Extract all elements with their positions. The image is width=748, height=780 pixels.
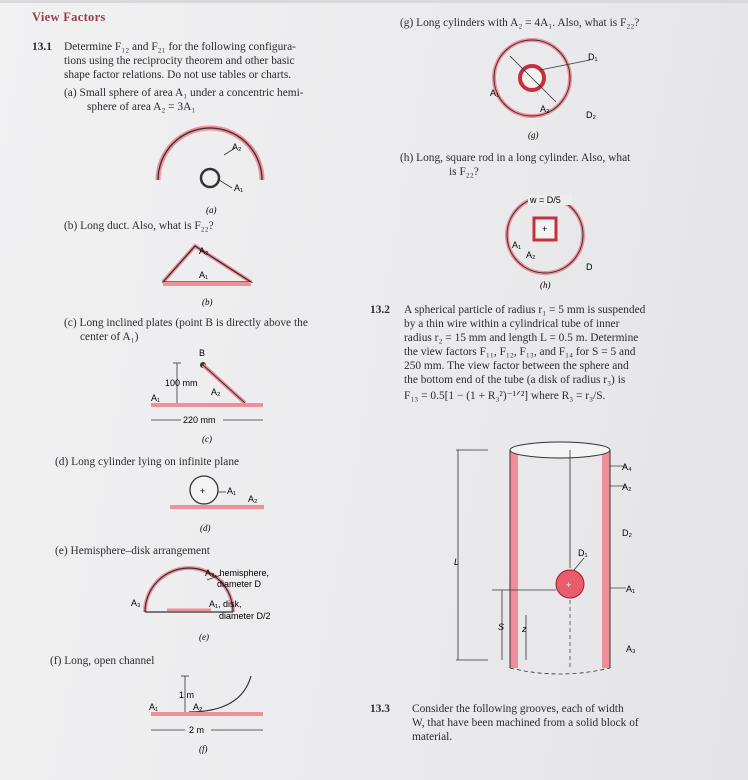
problem-13-3-text <box>412 702 712 744</box>
label-w: w = D/5 <box>530 195 561 205</box>
text-line: tions using the reciprocity theorem and other basic <box>64 55 295 67</box>
text-line: (a) Small sphere of area A₁ under a concentric hemi- <box>64 87 304 99</box>
center-mark: + <box>200 486 206 496</box>
label-a2: A₂ <box>199 246 209 256</box>
tube-wall-right <box>602 450 610 668</box>
label-d2: D₂ <box>622 528 632 538</box>
figure-f <box>145 668 275 758</box>
caption-f: (f) <box>199 744 208 754</box>
text-line: the bottom end of the tube (a disk of radius r₃) is <box>404 374 626 386</box>
problem-number: 13.2 <box>370 304 390 316</box>
label-a1: A₁ <box>227 486 237 496</box>
caption-d: (d) <box>200 523 211 533</box>
formula: F₁₃ = 0.5[1 − (1 + R₃²)⁻¹ᐟ²] where R₃ = r₃/S. <box>404 390 606 402</box>
label-a1-diameter: diameter D/2 <box>219 611 271 621</box>
figure-tube <box>440 440 670 690</box>
text-line: A spherical particle of radius r₁ = 5 mm is suspended <box>404 304 646 316</box>
part-d: (d) Long cylinder lying on infinite plane <box>55 456 240 468</box>
label-a1: A₁ <box>149 702 159 712</box>
problem-number: 13.1 <box>32 41 52 53</box>
label-a1: A₁, disk, <box>209 599 242 609</box>
tube-top <box>510 442 610 458</box>
label-a2-diameter: diameter D <box>217 579 262 589</box>
dim-100mm: 100 mm <box>165 378 198 388</box>
label-a1: A₁ <box>490 88 500 98</box>
figure-a <box>140 120 280 220</box>
figure-c <box>145 345 275 445</box>
text-line: W, that have been machined from a solid block of <box>412 717 639 729</box>
label-d: D <box>586 262 593 272</box>
figure-d <box>160 472 270 537</box>
text-line: material. <box>412 731 453 743</box>
text-line: (h) Long, square rod in a long cylinder. Also, what <box>400 152 631 164</box>
caption-b: (b) <box>202 297 213 307</box>
label-a2: A₂ <box>248 494 258 504</box>
caption-h: (h) <box>540 280 551 290</box>
text-line: shape factor relations. Do not use tables or charts. <box>64 69 292 81</box>
label-a2: A₂ <box>193 702 203 712</box>
label-a2: A₂ <box>526 250 536 260</box>
text-line: sphere of area A₂ = 3A₁ <box>87 101 196 113</box>
figure-g <box>470 34 620 144</box>
label-s: S <box>498 622 505 632</box>
top-rule <box>0 0 748 3</box>
label-d1: D₁ <box>578 548 588 558</box>
label-a3: A₃ <box>626 644 636 654</box>
label-a1: A₁ <box>199 270 209 280</box>
figure-h <box>490 190 610 290</box>
part-a <box>64 86 364 114</box>
label-a2: A₂ <box>622 482 632 492</box>
part-b: (b) Long duct. Also, what is F₂₂? <box>64 220 214 232</box>
text-line: by a thin wire within a cylindrical tube of inner <box>404 318 620 330</box>
text-line: is F₂₂? <box>449 166 479 178</box>
small-sphere <box>201 169 219 187</box>
label-d2: D₂ <box>586 110 596 120</box>
figure-b <box>155 236 265 311</box>
caption-g: (g) <box>528 130 539 140</box>
part-h <box>400 151 700 179</box>
center-mark: + <box>542 224 548 234</box>
label-a2: A₂, hemisphere, <box>205 568 270 578</box>
label-z: z <box>522 624 527 634</box>
part-g: (g) Long cylinders with A₂ = 4A₁. Also, what is F₂₂? <box>400 17 640 29</box>
text-line: Consider the following grooves, each of width <box>412 703 624 715</box>
part-c <box>64 316 364 344</box>
problem-intro <box>64 40 364 82</box>
text-line: Determine F₁₂ and F₂₁ for the following configura- <box>64 41 296 53</box>
label-a3: A₃ <box>131 598 141 608</box>
label-a1: A₁ <box>626 584 636 594</box>
tube-bottom <box>510 668 610 674</box>
text-line: (c) Long inclined plates (point B is directly above the <box>64 317 308 329</box>
label-a2: A₂ <box>211 387 221 397</box>
figure-e <box>125 560 305 645</box>
text-line: radius r₂ = 15 mm and length L = 0.5 m. Determine <box>404 332 639 344</box>
text-line: the view factors F₁₁, F₁₂, F₁₃, and F₁₄ for S = 5 and <box>404 346 636 358</box>
dim-1m: 1 m <box>179 690 195 700</box>
text-line: center of A₁) <box>80 331 139 343</box>
tube-wall-left <box>510 450 518 668</box>
caption-c: (c) <box>202 434 212 444</box>
label-a4: A₄ <box>622 462 632 472</box>
section-header: View Factors <box>32 10 106 24</box>
caption-a: (a) <box>206 205 217 215</box>
label-d1: D₁ <box>588 52 598 62</box>
label-a2: A₂ <box>232 142 242 152</box>
problem-13-2-text <box>404 303 704 403</box>
label-l: L <box>454 557 460 567</box>
part-f: (f) Long, open channel <box>50 655 155 667</box>
dim-2m: 2 m <box>189 725 205 735</box>
label-a2: A₂ <box>540 104 550 114</box>
dim-220mm: 220 mm <box>183 415 216 425</box>
label-a1: A₁ <box>151 393 161 403</box>
center-mark: + <box>566 580 572 590</box>
caption-e: (e) <box>199 632 209 642</box>
text-line: 250 mm. The view factor between the sphere and <box>404 360 629 372</box>
label-a1: A₁ <box>512 240 522 250</box>
problem-number: 13.3 <box>370 703 390 715</box>
label-b: B <box>199 348 206 358</box>
part-e: (e) Hemisphere–disk arrangement <box>55 545 210 557</box>
label-a1: A₁ <box>234 183 244 193</box>
